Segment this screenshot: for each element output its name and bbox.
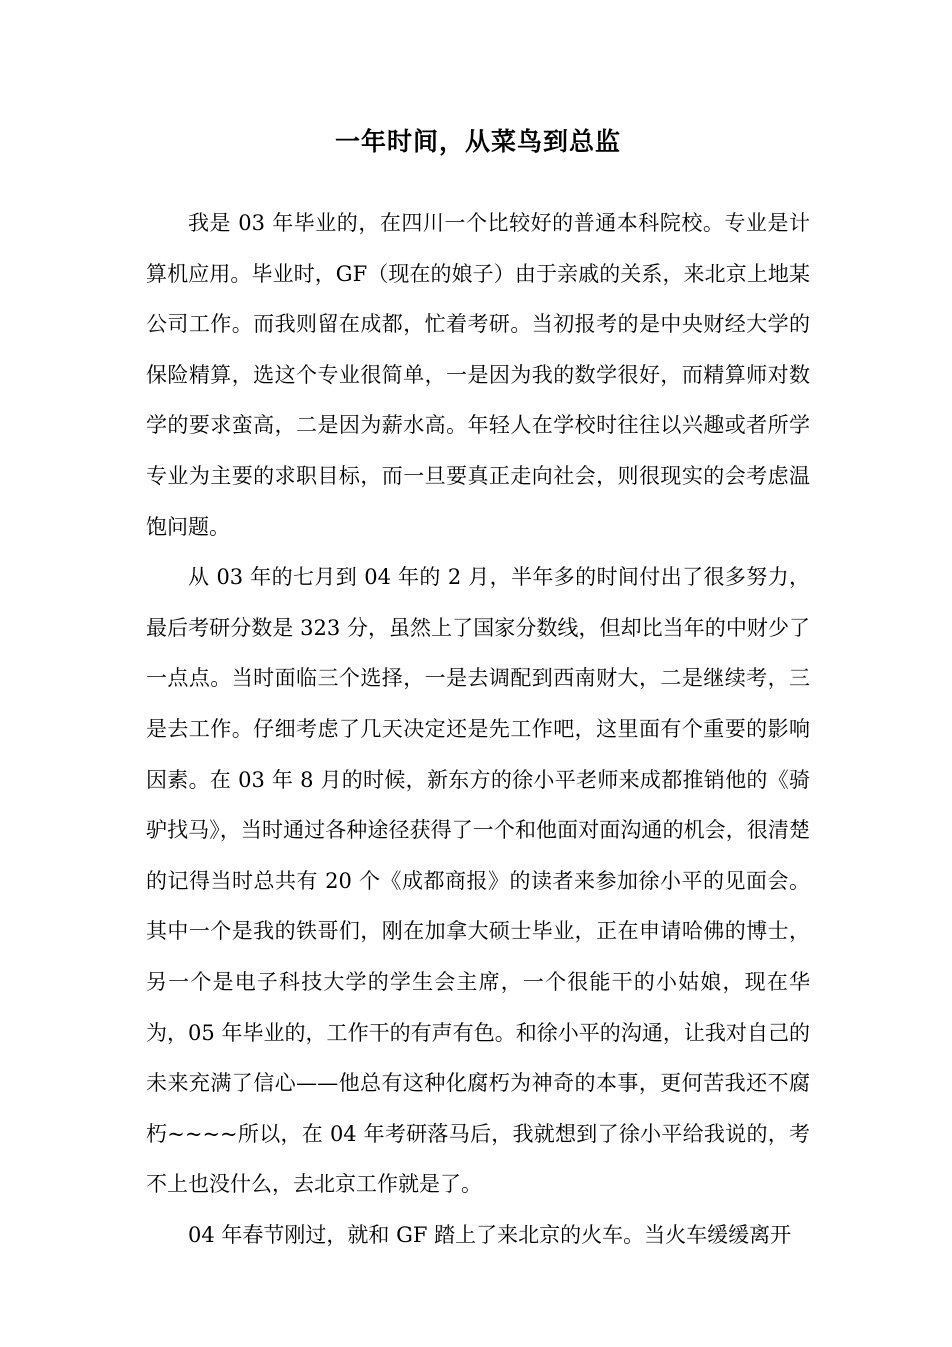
document-body (146, 198, 810, 1260)
paragraph-3: 04 年春节刚过，就和 GF 踏上了来北京的火车。当火车缓缓离开 (188, 1222, 792, 1247)
document-page (146, 120, 810, 1260)
paragraph-1: 我是 03 年毕业的，在四川一个比较好的普通本科院校。专业是计算机应用。毕业时，GF（现在的娘子）由于亲戚的关系，来北京上地某公司工作。而我则留在成都，忙着考研。当初报考的是中央财经大学的保险精算，选这个专业很简单，一是因为我的数学很好，而精算师对数学的要求蛮高，二是因为薪水高。年轻人在学校时往往以兴趣或者所学专业为主要的求职目标，而一旦要真正走向社会，则很现实的会考虑温饱问题。 (146, 211, 810, 539)
paragraph-2: 从 03 年的七月到 04 年的 2 月，半年多的时间付出了很多努力，最后考研分数是 323 分，虽然上了国家分数线，但却比当年的中财少了一点点。当时面临三个选择，一是去调配到西南财大，二是继续考，三是去工作。仔细考虑了几天决定还是先工作吧，这里面有个重要的影响因素。在 03 年 8 月的时候，新东方的徐小平老师来成都推销他的《骑驴找马》，当时通过各种途径获得了一个和他面对面沟通的机会，很清楚的记得当时总共有 20 个《成都商报》的读者来参加徐小平的见面会。其中一个是我的铁哥们，刚在加拿大硕士毕业，正在申请哈佛的博士，另一个是电子科技大学的学生会主席，一个很能干的小姑娘，现在华为，05 年毕业的，工作干的有声有色。和徐小平的沟通，让我对自己的未来充满了信心——他总有这种化腐朽为神奇的本事，更何苦我还不腐朽~~~~所以，在 04 年考研落马后，我就想到了徐小平给我说的，考不上也没什么，去北京工作就是了。 (146, 565, 810, 1197)
document-title: 一年时间，从菜鸟到总监 (334, 127, 621, 156)
